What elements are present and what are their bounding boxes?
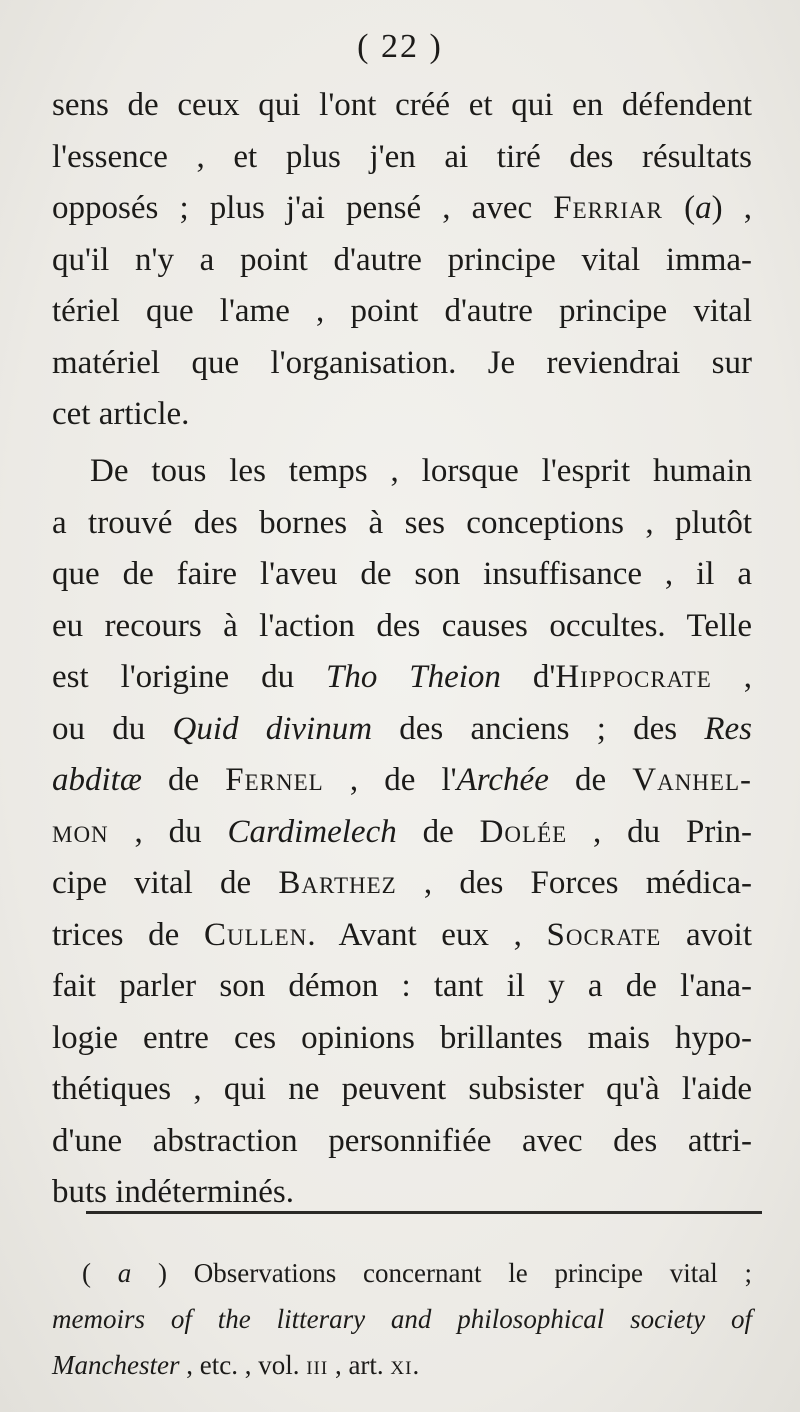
author-name: Barthez (278, 865, 397, 901)
footnote-ref: a (695, 190, 712, 226)
footnote (52, 1250, 752, 1388)
text-line: d'une abstraction personnifiée avec des attri- (52, 1122, 752, 1159)
text-line: est l'origine du Tho Theion d'Hippocrate , (52, 659, 753, 695)
text-line: que de faire l'aveu de son insuffisance , il a (52, 556, 752, 592)
footnote-line: memoirs of the litterary and philosophical society of (52, 1304, 752, 1334)
paragraph-1 (52, 80, 752, 441)
text-line: eu recours à l'action des causes occultes. Telle (52, 607, 752, 644)
text-line: a trouvé des bornes à ses conceptions , plutôt (52, 504, 752, 541)
author-name: Vanhel- (632, 762, 752, 798)
author-name: Socrate (546, 916, 662, 953)
text-line: De tous les temps , lorsque l'esprit humain (90, 453, 752, 489)
text-line: cet article. (52, 396, 190, 432)
text-line: qu'il n'y a point d'autre principe vital imma- (52, 241, 752, 278)
author-name: Fernel (225, 762, 324, 798)
page-number: ( 22 ) (357, 28, 443, 65)
text-line: sens de ceux qui l'ont créé et qui en défendent (52, 87, 752, 123)
text-line: cipe vital de Barthez , des Forces médica- (52, 865, 752, 901)
author-name: Dolée (479, 813, 568, 850)
text-line: thétiques , qui ne peuvent subsister qu'à l'aide (52, 1071, 752, 1107)
text-line: logie entre ces opinions brillantes mais hypo- (52, 1019, 752, 1056)
text-line: mon , du Cardimelech de Dolée , du Prin- (52, 813, 752, 850)
text-line: buts indéterminés. (52, 1174, 294, 1210)
footnote-divider (86, 1211, 762, 1214)
paragraph-2 (52, 446, 752, 1219)
text-line: trices de Cullen. Avant eux , Socrate avoit (52, 916, 753, 953)
footnote-line: Manchester , etc. , vol. iii , art. xi. (52, 1350, 420, 1380)
footnote-line: ( a ) Observations concernant le principe vital ; (82, 1258, 752, 1288)
text-line: tériel que l'ame , point d'autre principe vital (52, 293, 752, 329)
text-line: l'essence , et plus j'en ai tiré des résultats (52, 138, 752, 175)
text-line: matériel que l'organisation. Je reviendrai sur (52, 344, 752, 381)
text-line: ou du Quid divinum des anciens ; des Res (52, 710, 752, 747)
text-line: opposés ; plus j'ai pensé , avec Ferriar (a) , (52, 190, 752, 226)
author-name: Cullen (203, 916, 308, 953)
text-line: fait parler son démon : tant il y a de l'ana- (52, 968, 752, 1004)
author-name: Ferriar (553, 190, 663, 226)
author-name: Hippocrate (555, 659, 712, 695)
text-line: abditæ de Fernel , de l'Archée de Vanhel- (52, 762, 752, 798)
